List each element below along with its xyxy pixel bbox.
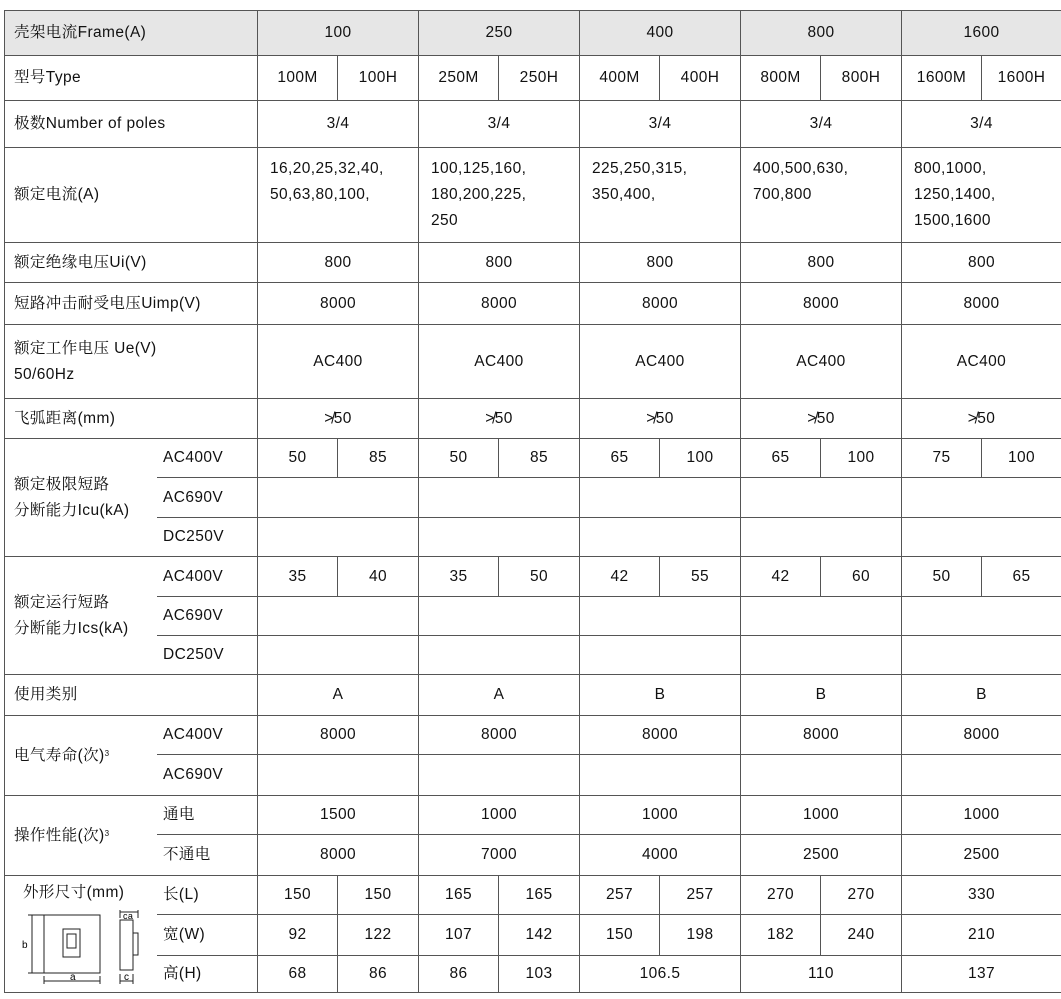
icu-label xyxy=(5,439,157,557)
rated-current-line: 225,250,315, xyxy=(592,160,688,177)
ics-sub-ac690: AC690V xyxy=(157,597,258,636)
dim-width-value: 210 xyxy=(902,915,1061,956)
empty-cell xyxy=(258,755,419,796)
working-voltage-row xyxy=(5,325,1061,399)
dimensions-label-cell xyxy=(5,876,157,993)
category-value: A xyxy=(258,675,419,716)
icu-value: 85 xyxy=(499,439,580,478)
empty-cell xyxy=(902,518,1061,557)
model-cell: 250H xyxy=(499,56,580,101)
ics-value: 42 xyxy=(741,557,821,597)
electrical-life-sub-ac690: AC690V xyxy=(157,755,258,796)
insulation-row xyxy=(5,243,1061,283)
arc-value: ≯50 xyxy=(741,399,902,439)
ics-value: 55 xyxy=(660,557,741,597)
model-cell: 1600M xyxy=(902,56,982,101)
frame-value: 100 xyxy=(258,11,419,56)
diagram-label-b: b xyxy=(22,940,28,951)
empty-cell xyxy=(580,636,741,675)
operation-on-value: 1000 xyxy=(419,796,580,835)
poles-row xyxy=(5,101,1061,148)
dim-length-value: 257 xyxy=(660,876,741,915)
dim-length-value: 165 xyxy=(419,876,499,915)
dim-length-value: 270 xyxy=(821,876,902,915)
dim-width-value: 122 xyxy=(338,915,419,956)
operation-label xyxy=(5,796,157,876)
empty-cell xyxy=(741,636,902,675)
empty-cell xyxy=(902,755,1061,796)
rated-current-line: 50,63,80,100, xyxy=(270,186,371,203)
ics-value: 50 xyxy=(902,557,982,597)
icu-value: 100 xyxy=(660,439,741,478)
rated-current-row xyxy=(5,148,1061,243)
working-voltage-label-line2: 50/60Hz xyxy=(14,365,75,383)
operation-off-value: 8000 xyxy=(258,835,419,876)
poles-value: 3/4 xyxy=(580,101,741,148)
model-cell: 400H xyxy=(660,56,741,101)
category-value: B xyxy=(902,675,1061,716)
ics-value: 65 xyxy=(982,557,1061,597)
rated-current-line: 1250,1400, xyxy=(914,186,996,203)
rated-current-line: 100,125,160, xyxy=(431,160,527,177)
rated-current-label: 额定电流(A) xyxy=(5,148,258,243)
dim-length-value: 330 xyxy=(902,876,1061,915)
dim-width-row xyxy=(5,915,1061,956)
icu-sub-dc250: DC250V xyxy=(157,518,258,557)
dim-width-value: 182 xyxy=(741,915,821,956)
electrical-life-sub-ac400: AC400V xyxy=(157,716,258,755)
dim-width-value: 107 xyxy=(419,915,499,956)
empty-cell xyxy=(419,636,580,675)
electrical-life-value: 8000 xyxy=(580,716,741,755)
dim-width-value: 198 xyxy=(660,915,741,956)
working-voltage-label-line1: 额定工作电压 Ue(V) xyxy=(14,339,157,357)
electrical-life-label-text: 电气寿命(次) xyxy=(14,746,105,764)
electrical-life-value: 8000 xyxy=(902,716,1061,755)
dim-height-value: 68 xyxy=(258,956,338,993)
poles-value: 3/4 xyxy=(258,101,419,148)
empty-cell xyxy=(580,518,741,557)
dim-height-value: 137 xyxy=(902,956,1061,993)
icu-value: 65 xyxy=(741,439,821,478)
icu-row-dc250 xyxy=(5,518,1061,557)
category-value: B xyxy=(741,675,902,716)
dim-height-label: 高(H) xyxy=(157,956,258,993)
icu-value: 50 xyxy=(419,439,499,478)
ics-row-dc250 xyxy=(5,636,1061,675)
model-cell: 1600H xyxy=(982,56,1061,101)
empty-cell xyxy=(902,597,1061,636)
rated-current-line: 350,400, xyxy=(592,186,656,203)
rated-current-cell xyxy=(902,148,1061,243)
impulse-value: 8000 xyxy=(580,283,741,325)
icu-label-line1: 额定极限短路 xyxy=(14,475,110,493)
working-voltage-value: AC400 xyxy=(258,325,419,399)
electrical-life-value: 8000 xyxy=(419,716,580,755)
poles-value: 3/4 xyxy=(741,101,902,148)
ics-value: 35 xyxy=(419,557,499,597)
category-row xyxy=(5,675,1061,716)
rated-current-cell xyxy=(419,148,580,243)
model-cell: 250M xyxy=(419,56,499,101)
dimensions-block xyxy=(14,880,152,990)
operation-on-value: 1000 xyxy=(580,796,741,835)
empty-cell xyxy=(419,478,580,518)
insulation-value: 800 xyxy=(902,243,1061,283)
rated-current-line: 400,500,630, xyxy=(753,160,849,177)
insulation-value: 800 xyxy=(419,243,580,283)
arc-value: ≯50 xyxy=(258,399,419,439)
dimensions-label: 外形尺寸(mm) xyxy=(23,884,125,901)
empty-cell xyxy=(258,597,419,636)
diagram-label-a: a xyxy=(70,972,76,983)
icu-value: 100 xyxy=(821,439,902,478)
dim-height-value: 86 xyxy=(419,956,499,993)
dim-length-value: 257 xyxy=(580,876,660,915)
icu-sub-ac400: AC400V xyxy=(157,439,258,478)
arc-value: ≯50 xyxy=(902,399,1061,439)
poles-value: 3/4 xyxy=(419,101,580,148)
model-cell: 800M xyxy=(741,56,821,101)
operation-on-value: 1500 xyxy=(258,796,419,835)
type-row xyxy=(5,56,1061,101)
ics-label-line1: 额定运行短路 xyxy=(14,593,110,611)
spec-table xyxy=(4,10,1061,993)
model-cell: 800H xyxy=(821,56,902,101)
icu-value: 85 xyxy=(338,439,419,478)
dim-length-label: 长(L) xyxy=(157,876,258,915)
poles-label: 极数Number of poles xyxy=(5,101,258,148)
empty-cell xyxy=(580,597,741,636)
impulse-value: 8000 xyxy=(741,283,902,325)
working-voltage-label xyxy=(5,325,258,399)
empty-cell xyxy=(419,597,580,636)
dim-width-value: 142 xyxy=(499,915,580,956)
model-cell: 100M xyxy=(258,56,338,101)
ics-value: 42 xyxy=(580,557,660,597)
dim-length-value: 165 xyxy=(499,876,580,915)
dim-height-value: 103 xyxy=(499,956,580,993)
dim-height-value: 110 xyxy=(741,956,902,993)
dim-length-value: 150 xyxy=(338,876,419,915)
insulation-label: 额定绝缘电压Ui(V) xyxy=(5,243,258,283)
icu-value: 100 xyxy=(982,439,1061,478)
operation-label-text: 操作性能(次) xyxy=(14,826,105,844)
insulation-value: 800 xyxy=(258,243,419,283)
frame-row xyxy=(5,11,1061,56)
electrical-life-value: 8000 xyxy=(258,716,419,755)
impulse-value: 8000 xyxy=(419,283,580,325)
impulse-value: 8000 xyxy=(902,283,1061,325)
working-voltage-value: AC400 xyxy=(741,325,902,399)
dim-width-value: 240 xyxy=(821,915,902,956)
dim-length-row xyxy=(5,876,1061,915)
diagram-label-ca: ca xyxy=(123,911,134,921)
dim-width-value: 92 xyxy=(258,915,338,956)
frame-label: 壳架电流Frame(A) xyxy=(5,11,258,56)
empty-cell xyxy=(902,636,1061,675)
electrical-life-row-ac690 xyxy=(5,755,1061,796)
operation-off-value: 2500 xyxy=(902,835,1061,876)
icu-value: 65 xyxy=(580,439,660,478)
ics-label xyxy=(5,557,157,675)
footnote-mark: 3 xyxy=(104,748,110,758)
diagram-label-c: c xyxy=(124,972,130,983)
empty-cell xyxy=(258,478,419,518)
dim-width-value: 150 xyxy=(580,915,660,956)
rated-current-line: 700,800 xyxy=(753,186,812,203)
empty-cell xyxy=(741,755,902,796)
empty-cell xyxy=(741,478,902,518)
ics-row-ac690 xyxy=(5,597,1061,636)
rated-current-line: 1500,1600 xyxy=(914,212,991,229)
dim-length-value: 150 xyxy=(258,876,338,915)
ics-row-ac400 xyxy=(5,557,1061,597)
ics-value: 35 xyxy=(258,557,338,597)
dim-width-label: 宽(W) xyxy=(157,915,258,956)
operation-on-value: 1000 xyxy=(902,796,1061,835)
insulation-value: 800 xyxy=(580,243,741,283)
ics-label-line2: 分断能力Ics(kA) xyxy=(14,619,129,637)
electrical-life-label xyxy=(5,716,157,796)
icu-label-line2: 分断能力Icu(kA) xyxy=(14,501,130,519)
category-value: A xyxy=(419,675,580,716)
ics-sub-dc250: DC250V xyxy=(157,636,258,675)
dim-height-value: 86 xyxy=(338,956,419,993)
operation-sub-off: 不通电 xyxy=(157,835,258,876)
rated-current-line: 250 xyxy=(431,212,459,229)
impulse-label: 短路冲击耐受电压Uimp(V) xyxy=(5,283,258,325)
model-cell: 100H xyxy=(338,56,419,101)
footnote-mark: 3 xyxy=(104,828,110,838)
type-label: 型号Type xyxy=(5,56,258,101)
ics-sub-ac400: AC400V xyxy=(157,557,258,597)
rated-current-cell xyxy=(258,148,419,243)
category-value: B xyxy=(580,675,741,716)
rated-current-line: 180,200,225, xyxy=(431,186,527,203)
empty-cell xyxy=(258,518,419,557)
icu-value: 75 xyxy=(902,439,982,478)
empty-cell xyxy=(741,518,902,557)
insulation-value: 800 xyxy=(741,243,902,283)
operation-row-on xyxy=(5,796,1061,835)
frame-value: 400 xyxy=(580,11,741,56)
icu-row-ac690 xyxy=(5,478,1061,518)
dim-height-row xyxy=(5,956,1061,993)
icu-value: 50 xyxy=(258,439,338,478)
empty-cell xyxy=(419,518,580,557)
ics-value: 50 xyxy=(499,557,580,597)
arc-row xyxy=(5,399,1061,439)
electrical-life-row-ac400 xyxy=(5,716,1061,755)
empty-cell xyxy=(419,755,580,796)
rated-current-line: 800,1000, xyxy=(914,160,987,177)
impulse-row xyxy=(5,283,1061,325)
operation-off-value: 7000 xyxy=(419,835,580,876)
dim-length-value: 270 xyxy=(741,876,821,915)
rated-current-cell xyxy=(741,148,902,243)
icu-sub-ac690: AC690V xyxy=(157,478,258,518)
impulse-value: 8000 xyxy=(258,283,419,325)
ics-value: 60 xyxy=(821,557,902,597)
working-voltage-value: AC400 xyxy=(580,325,741,399)
arc-value: ≯50 xyxy=(580,399,741,439)
rated-current-cell xyxy=(580,148,741,243)
electrical-life-value: 8000 xyxy=(741,716,902,755)
frame-value: 1600 xyxy=(902,11,1061,56)
working-voltage-value: AC400 xyxy=(419,325,580,399)
model-cell: 400M xyxy=(580,56,660,101)
working-voltage-value: AC400 xyxy=(902,325,1061,399)
dim-height-value: 106.5 xyxy=(580,956,741,993)
operation-row-off xyxy=(5,835,1061,876)
outline-dimension-diagram xyxy=(14,910,149,986)
operation-sub-on: 通电 xyxy=(157,796,258,835)
frame-value: 800 xyxy=(741,11,902,56)
operation-off-value: 4000 xyxy=(580,835,741,876)
empty-cell xyxy=(580,755,741,796)
rated-current-line: 16,20,25,32,40, xyxy=(270,160,384,177)
operation-on-value: 1000 xyxy=(741,796,902,835)
arc-value: ≯50 xyxy=(419,399,580,439)
empty-cell xyxy=(580,478,741,518)
empty-cell xyxy=(258,636,419,675)
arc-label: 飞弧距离(mm) xyxy=(5,399,258,439)
category-label: 使用类别 xyxy=(5,675,258,716)
poles-value: 3/4 xyxy=(902,101,1061,148)
ics-value: 40 xyxy=(338,557,419,597)
frame-value: 250 xyxy=(419,11,580,56)
icu-row-ac400 xyxy=(5,439,1061,478)
empty-cell xyxy=(902,478,1061,518)
empty-cell xyxy=(741,597,902,636)
operation-off-value: 2500 xyxy=(741,835,902,876)
